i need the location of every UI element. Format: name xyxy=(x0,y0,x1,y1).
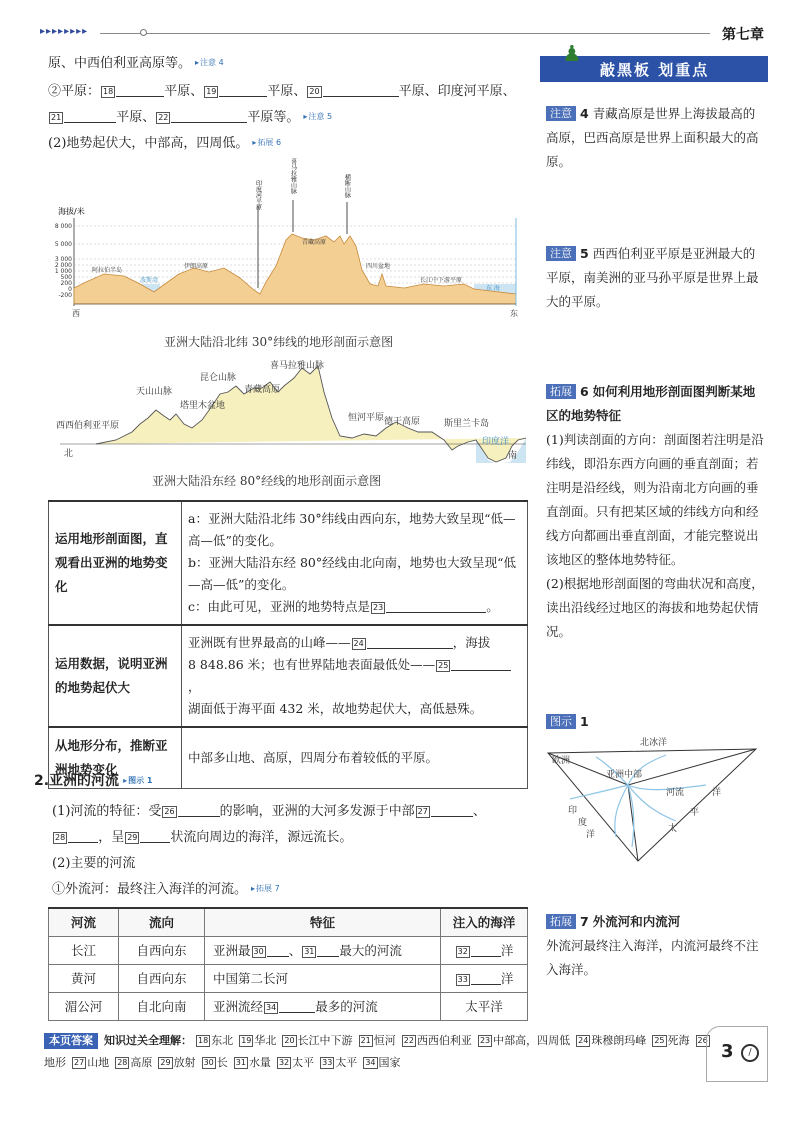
answer-number: 33 xyxy=(322,1058,333,1067)
feature-text-2: 最多的河流 xyxy=(315,999,378,1014)
col-flow: 流向 xyxy=(119,908,205,936)
river-name: 黄河 xyxy=(49,964,119,992)
answer-text: 山地 xyxy=(87,1056,110,1069)
label-tarim: 塔里木盆地 xyxy=(180,401,226,411)
blank-num-24: 24 xyxy=(353,639,364,648)
rivers-table xyxy=(48,907,528,1021)
blank-19[interactable] xyxy=(219,83,267,97)
ext-6-tag[interactable]: ▸ 拓展 6 xyxy=(252,137,281,148)
note-5-label xyxy=(546,246,576,261)
blank-num-29: 29 xyxy=(127,833,138,842)
y-tick-0: 0 xyxy=(68,286,72,293)
label-arabia: 阿拉伯半岛 xyxy=(92,267,123,274)
terrain-text: (2)地势起伏大，中部高，四周低。 xyxy=(48,136,249,151)
answer-text: 地形 xyxy=(44,1056,66,1069)
data-text-1: 亚洲既有世界最高的山峰—— xyxy=(188,635,351,650)
blank-25[interactable] xyxy=(451,657,511,671)
answer-number: 19 xyxy=(241,1036,252,1045)
blank-num-25: 25 xyxy=(438,661,449,670)
label-north: 北 xyxy=(64,449,74,459)
note-5 xyxy=(546,242,764,314)
answer-number: 20 xyxy=(284,1036,295,1045)
header-arrows: ▸▸▸▸▸▸▸▸ xyxy=(40,26,89,37)
rivers-text-3: 、 xyxy=(472,804,486,819)
table-header-row xyxy=(49,908,528,936)
rivers-line-4 xyxy=(52,878,280,897)
col-river: 河流 xyxy=(49,908,119,936)
answer-text: 国家 xyxy=(378,1056,401,1069)
label-himalaya-30n: 喜马拉雅山脉 xyxy=(289,158,297,194)
data-text-2: ，海拔 xyxy=(452,635,491,650)
label-himalaya-80e: 喜马拉雅山脉 xyxy=(270,361,325,371)
row-head-data: 运用数据，说明亚洲的地势起伏大 xyxy=(49,625,182,727)
y-tick-500: 500 xyxy=(60,274,72,281)
ext-6-title: 如何利用地形剖面图判断某地区的地势特征 xyxy=(546,384,756,423)
plain-prefix: ②平原： xyxy=(48,84,101,99)
blank-20[interactable] xyxy=(323,83,399,97)
answer-number: 31 xyxy=(235,1058,246,1067)
table-row xyxy=(49,501,528,625)
river-name: 长江 xyxy=(49,936,119,964)
header-dot xyxy=(140,29,147,36)
label-pacific-3: 太 xyxy=(668,824,678,834)
plateau-text: 原、中西伯利亚高原等。 xyxy=(48,56,192,71)
row-head-distribution: 从地形分布，推断亚洲地势变化 xyxy=(49,727,182,789)
blank-num-26: 26 xyxy=(164,807,175,816)
answer-item xyxy=(72,1056,109,1069)
figure-1-tag[interactable]: ▸ 图示 1 xyxy=(123,775,152,786)
blank-23[interactable] xyxy=(386,599,486,613)
plain-text-1: 平原、 xyxy=(164,84,204,99)
answer-number: 18 xyxy=(198,1036,209,1045)
answer-number: 24 xyxy=(578,1036,589,1045)
point-c-text: c：由此可见，亚洲的地势特点是 xyxy=(188,599,371,614)
answer-number: 26 xyxy=(697,1036,708,1045)
row-body-data xyxy=(182,625,528,727)
answer-text: 太平 xyxy=(335,1056,358,1069)
col-feature: 特征 xyxy=(205,908,441,936)
label-hengduan: 横断山脉 xyxy=(343,174,351,198)
answer-text: 中部高，四周低 xyxy=(493,1034,571,1047)
exterior-river-text: ①外流河：最终注入海洋的河流。 xyxy=(52,882,248,897)
answer-item xyxy=(576,1034,646,1047)
ext-7-tag[interactable]: ▸ 拓展 7 xyxy=(251,883,280,894)
y-axis-title: 海拔/米 xyxy=(58,207,85,216)
answers-badge: 本页答案 xyxy=(44,1033,98,1049)
feature-text-1: 亚洲最 xyxy=(213,943,251,958)
answer-number: 32 xyxy=(278,1058,290,1067)
answer-text: 珠穆朗玛峰 xyxy=(591,1034,647,1047)
note-4 xyxy=(546,102,764,174)
blank-26[interactable] xyxy=(178,803,220,817)
answer-number: 34 xyxy=(365,1058,376,1067)
table-row xyxy=(49,964,528,992)
blank-29[interactable] xyxy=(140,829,170,843)
blank-num-18: 18 xyxy=(103,87,114,96)
river-feature xyxy=(205,936,441,964)
ext-7-num: 7 xyxy=(580,914,589,929)
answer-number: 22 xyxy=(403,1036,414,1045)
answer-item xyxy=(652,1034,689,1047)
note-4-tag[interactable]: ▸ 注意 4 xyxy=(195,57,224,68)
plain-text-5: 平原等。 xyxy=(247,110,300,125)
figure-1-label-text: 图示 xyxy=(550,715,572,728)
note-4-label-text: 注意 xyxy=(550,107,572,120)
page-number-box xyxy=(706,1026,768,1082)
label-asia-center: 亚洲中部 xyxy=(606,770,643,780)
blank-num-33: 33 xyxy=(457,975,468,984)
rivers-heading xyxy=(34,770,152,790)
data-line-3: 湖面低于海平面 432 米，故地势起伏大，高低悬殊。 xyxy=(188,701,483,716)
blank-18[interactable] xyxy=(116,83,164,97)
answer-text: 长江中下游 xyxy=(297,1034,353,1047)
river-ocean xyxy=(441,964,528,992)
rivers-text-2: 的影响，亚洲的大河多发源于中部 xyxy=(219,804,415,819)
answer-item xyxy=(363,1056,400,1069)
note-5-tag[interactable]: ▸ 注意 5 xyxy=(303,111,332,122)
answer-item xyxy=(158,1056,195,1069)
data-text-4: ， xyxy=(188,679,201,694)
key-points-banner xyxy=(540,42,768,82)
label-east-sea: 东 海 xyxy=(486,285,500,292)
blank-28[interactable] xyxy=(68,829,98,843)
rivers-line-2 xyxy=(52,826,352,845)
blank-num-23: 23 xyxy=(373,603,384,612)
answer-text: 华北 xyxy=(254,1034,277,1047)
answer-number: 30 xyxy=(203,1058,214,1067)
teacher-icon: ♟ xyxy=(562,42,582,67)
blank-num-30: 30 xyxy=(253,947,264,956)
y-tick-3000: 3 000 xyxy=(54,256,72,263)
blank-21[interactable] xyxy=(64,109,116,123)
river-name: 湄公河 xyxy=(49,992,119,1020)
ext-6-num: 6 xyxy=(580,384,589,399)
row-head-profile: 运用地形剖面图，直观看出亚洲的地势变化 xyxy=(49,501,182,625)
plain-text-4: 平原、 xyxy=(116,110,156,125)
answers-title: 知识过关全理解： xyxy=(104,1034,192,1047)
answer-item xyxy=(234,1056,271,1069)
ext-6-label xyxy=(546,384,576,399)
col-ocean: 注入的海洋 xyxy=(441,908,528,936)
table-row xyxy=(49,625,528,727)
blank-33[interactable] xyxy=(471,971,501,985)
blank-27[interactable] xyxy=(431,803,473,817)
label-tianshan: 天山山脉 xyxy=(136,387,173,397)
blank-num-20: 20 xyxy=(309,87,320,96)
note-5-text: 西西伯利亚平原是亚洲最大的平原，南美洲的亚马孙平原是世界上最大的平原。 xyxy=(546,246,759,309)
y-tick-neg200: -200 xyxy=(58,292,72,299)
river-ocean: 太平洋 xyxy=(441,992,528,1020)
rivers-title: 2.亚洲的河流 xyxy=(34,773,120,789)
table-row xyxy=(49,936,528,964)
rivers-line-3: (2)主要的河流 xyxy=(52,856,136,871)
answer-text: 水量 xyxy=(248,1056,271,1069)
blank-22[interactable] xyxy=(171,109,247,123)
label-europe: 欧洲 xyxy=(552,756,571,766)
label-tibet-30n: 青藏高原 xyxy=(302,239,327,246)
label-south: 南 xyxy=(508,451,518,461)
terrain-analysis-table xyxy=(48,500,528,789)
answer-text: 放射 xyxy=(173,1056,196,1069)
label-changjiang: 长江中下游平原 xyxy=(420,277,463,284)
label-indian-1: 印 xyxy=(568,806,578,816)
table-row xyxy=(49,992,528,1020)
rivers-line-1 xyxy=(52,800,486,819)
plain-text-3: 平原、印度河平原、 xyxy=(398,84,516,99)
data-text-3: 8 848.86 米；也有世界陆地表面最低处—— xyxy=(188,657,436,672)
river-flow: 自北向南 xyxy=(119,992,205,1020)
blank-num-34: 34 xyxy=(266,1003,277,1012)
answer-text: 恒河 xyxy=(373,1034,396,1047)
label-west: 西 xyxy=(72,309,80,318)
answer-text: 长 xyxy=(216,1056,228,1069)
banner-title: 敲黑板 划重点 xyxy=(600,61,710,79)
ext-7-label xyxy=(546,914,576,929)
plateau-line xyxy=(48,52,224,71)
label-sichuan: 四川盆地 xyxy=(366,263,391,270)
ext-7-label-text: 拓展 xyxy=(550,915,572,928)
blank-num-22: 22 xyxy=(158,113,169,122)
ext-6 xyxy=(546,380,764,644)
row-body-profile xyxy=(182,501,528,625)
fig1-caption: 亚洲大陆沿北纬 30°纬线的地形剖面示意图 xyxy=(164,335,394,349)
row-body-distribution: 中部多山地、高原，四周分布着较低的平原。 xyxy=(182,727,528,789)
ext-6-para-2: (2)根据地形剖面图的弯曲状况和高度，读出沿线经过地区的海拔和地势起伏情况。 xyxy=(546,576,764,639)
y-tick-200: 200 xyxy=(60,280,72,287)
clock-icon: / xyxy=(741,1044,759,1062)
figure-1-num: 1 xyxy=(580,714,589,729)
answer-text: 西西伯利亚 xyxy=(416,1034,472,1047)
label-east: 东 xyxy=(510,309,518,318)
rivers-text-4: ，呈 xyxy=(98,830,125,845)
label-river: 河流 xyxy=(666,788,685,798)
label-deccan: 德干高原 xyxy=(384,417,421,427)
y-tick-8000: 8 000 xyxy=(54,223,72,230)
ocean-suffix: 洋 xyxy=(500,971,514,986)
answer-text: 死海 xyxy=(667,1034,690,1047)
y-tick-5000: 5 000 xyxy=(54,241,72,248)
plain-line-2 xyxy=(48,106,332,125)
label-arctic: 北冰洋 xyxy=(640,738,668,748)
point-c-end: 。 xyxy=(486,599,499,614)
label-iran: 伊朗高原 xyxy=(184,263,209,270)
answer-number: 27 xyxy=(74,1058,85,1067)
answer-item xyxy=(282,1034,352,1047)
answer-item xyxy=(196,1034,233,1047)
answer-number: 23 xyxy=(479,1036,491,1045)
label-persian-gulf: 波斯湾 xyxy=(140,277,159,284)
river-flow: 自西向东 xyxy=(119,936,205,964)
ext-6-para-1: (1)判读剖面的方向：剖面图若注明是沿纬线，即沿东西方向画的垂直剖面；若注明是沿经线，则为沿南北方向画的垂直剖面。只有把某区域的纬线方向和经线方向都画出垂直剖面，才能完整说出该地区的整体地势特征。 xyxy=(546,432,764,567)
ext-7-text: 外流河最终注入海洋，内流河最终不注入海洋。 xyxy=(546,938,759,977)
blank-num-28: 28 xyxy=(55,833,66,842)
profile-point-b: b：亚洲大陆沿东经 80°经线由北向南，地势也大致呈现“低—高—低”的变化。 xyxy=(188,555,517,592)
profile-80e-terrain xyxy=(96,366,526,462)
label-indian-2: 度 xyxy=(578,818,588,828)
data-line-1 xyxy=(188,632,521,654)
y-tick-1000: 1 000 xyxy=(54,268,72,275)
answer-number: 25 xyxy=(654,1036,665,1045)
blank-32[interactable] xyxy=(471,943,501,957)
note-5-label-text: 注意 xyxy=(550,247,572,260)
river-ocean xyxy=(441,936,528,964)
blank-30[interactable] xyxy=(267,943,289,957)
note-4-num: 4 xyxy=(580,106,589,121)
note-4-text: 青藏高原是世界上海拔最高的高原，巴西高原是世界上面积最大的高原。 xyxy=(546,106,759,169)
ext-7-title: 外流河和内流河 xyxy=(592,914,681,929)
ext-6-label-text: 拓展 xyxy=(550,385,572,398)
ocean-suffix: 洋 xyxy=(500,943,514,958)
chapter-title: 第七章 xyxy=(722,27,764,43)
rivers-text-1: (1)河流的特征：受 xyxy=(52,804,162,819)
blank-24[interactable] xyxy=(367,635,453,649)
answer-number: 21 xyxy=(360,1036,371,1045)
answer-item xyxy=(239,1034,276,1047)
answer-item xyxy=(320,1056,357,1069)
answer-item xyxy=(359,1034,396,1047)
label-pacific-1: 洋 xyxy=(712,788,722,798)
figure-1-label-row xyxy=(546,710,764,734)
blank-num-32: 32 xyxy=(457,947,468,956)
feature-text-1: 亚洲流经 xyxy=(213,999,264,1014)
profile-30n-figure xyxy=(44,156,524,326)
answer-item xyxy=(478,1034,570,1047)
answer-text: 太平 xyxy=(292,1056,315,1069)
answer-item xyxy=(277,1056,314,1069)
plain-line-1 xyxy=(48,80,516,99)
profile-point-a: a：亚洲大陆沿北纬 30°纬线由西向东，地势大致呈现“低—高—低”的变化。 xyxy=(188,511,516,548)
blank-num-19: 19 xyxy=(206,87,217,96)
label-indian-3: 洋 xyxy=(586,830,596,840)
profile-30n-terrain xyxy=(74,234,516,304)
blank-31[interactable] xyxy=(317,943,339,957)
answer-number: 28 xyxy=(117,1058,128,1067)
blank-num-21: 21 xyxy=(51,113,62,122)
label-sri-lanka: 斯里兰卡岛 xyxy=(444,419,490,429)
y-tick-2000: 2 000 xyxy=(54,262,72,269)
note-4-label xyxy=(546,106,576,121)
feature-text-3: 最大的河流 xyxy=(339,943,402,958)
label-w-siberia: 西西伯利亚平原 xyxy=(56,421,120,431)
plain-text-2: 平原、 xyxy=(267,84,307,99)
profile-80e-figure xyxy=(56,358,526,463)
page-number: 3 xyxy=(721,1041,734,1062)
terrain-line xyxy=(48,132,281,151)
feature-text-2: 、 xyxy=(288,943,302,958)
answer-text: 高原 xyxy=(130,1056,153,1069)
blank-34[interactable] xyxy=(279,999,315,1013)
label-tibet-80e: 青藏高原 xyxy=(244,385,281,395)
fig2-caption: 亚洲大陆沿东经 80°经线的地形剖面示意图 xyxy=(152,474,382,488)
label-pacific-2: 平 xyxy=(690,808,700,818)
label-kunlun: 昆仑山脉 xyxy=(200,373,237,383)
rivers-text-5: 状流向周边的海洋，源远流长。 xyxy=(170,830,353,845)
river-feature: 中国第二长河 xyxy=(205,964,441,992)
river-radial-diagram xyxy=(546,733,758,865)
river-flow: 自西向东 xyxy=(119,964,205,992)
blank-num-31: 31 xyxy=(304,947,315,956)
answer-item xyxy=(115,1056,152,1069)
figure-1-label xyxy=(546,714,576,729)
label-ganges: 恒河平原 xyxy=(348,413,385,423)
answer-text: 东北 xyxy=(211,1034,234,1047)
page-answers xyxy=(44,1030,714,1074)
blank-num-27: 27 xyxy=(417,807,428,816)
ext-7 xyxy=(546,910,764,982)
answer-item xyxy=(202,1056,228,1069)
label-indian-ocean: 印度洋 xyxy=(482,437,510,447)
label-indus: 印度河平原 xyxy=(254,180,262,210)
header-rule xyxy=(100,33,710,34)
river-feature xyxy=(205,992,441,1020)
data-line-2 xyxy=(188,654,521,698)
note-5-num: 5 xyxy=(580,246,589,261)
answer-number: 29 xyxy=(160,1058,171,1067)
profile-point-c xyxy=(188,596,521,618)
answer-item xyxy=(402,1034,472,1047)
